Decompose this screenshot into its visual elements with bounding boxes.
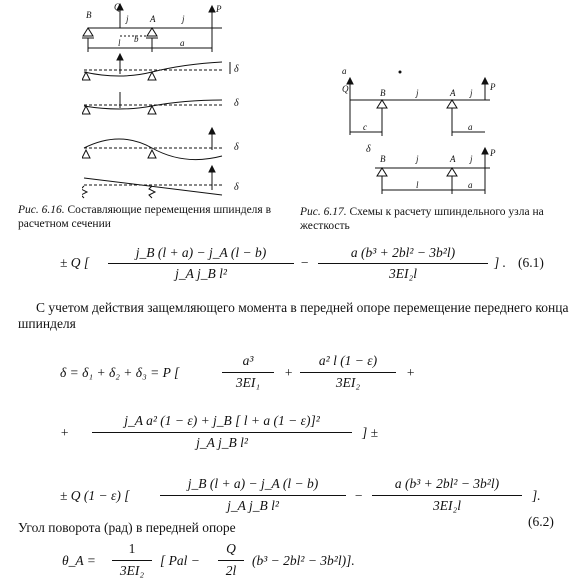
fig617-label-B2: B — [380, 154, 386, 164]
fig617-label-j2b: j — [416, 154, 419, 164]
fig617-label-Q: Q — [342, 84, 349, 94]
deflection-d1q-row — [82, 54, 230, 80]
eq62-line3-lead: ± Q (1 − ε) [ — [60, 488, 130, 503]
fig617-label-a: a — [468, 122, 473, 132]
fig616-label-B: B — [86, 10, 92, 20]
deflection-d1p-row — [82, 128, 222, 160]
fig617-label-c: c — [363, 122, 367, 132]
fig617-label-j1: j — [470, 88, 473, 98]
fig616-label-j2: j — [126, 14, 129, 24]
fig617-label-j2: j — [416, 88, 419, 98]
eq63-f-num: 1 — [128, 541, 136, 556]
fig617-label-a-top: a — [342, 66, 347, 76]
fig616-label-j1: j — [182, 14, 185, 24]
fig616-label-d1q: δ — [234, 64, 239, 75]
eq62-t2-bar — [300, 372, 396, 373]
fig616-label-a: a — [180, 38, 185, 48]
figure-6-17-caption — [300, 205, 550, 233]
scheme-b-row — [375, 148, 490, 194]
figure-6-17-diagram — [330, 60, 510, 200]
beam-scheme-row — [82, 4, 222, 52]
deflection-d2p-row — [82, 166, 222, 198]
fig617-label-a2: a — [468, 180, 473, 190]
eq63-q-den: 2l — [225, 563, 237, 578]
eq61-minus: − — [300, 255, 310, 270]
figure-6-16-number: Рис. 6.16. — [18, 204, 65, 216]
fig617-label-A2: A — [450, 154, 456, 164]
fig617-label-P: P — [490, 82, 496, 92]
fig616-label-d2p: δ — [234, 182, 239, 193]
angle-heading: Угол поворота (рад) в передней опоре — [18, 520, 236, 535]
eq62-t3-bar — [92, 432, 352, 433]
eq61-den2: 3EI₂l — [389, 266, 417, 281]
paragraph-text: С учетом действия защемляющего момента в передней опоре перемещение переднего конца шпинделя — [18, 300, 569, 331]
figure-6-16-text: Составляющие перемещения шпинделя в расчетном сечении — [18, 204, 272, 230]
fig616-label-b: b — [134, 34, 139, 44]
eq62-t1-bar — [222, 372, 274, 373]
fig616-label-P: P — [216, 4, 222, 14]
eq62-line2-lead: + — [60, 425, 70, 440]
eq61-lead: ± Q [ — [60, 255, 90, 270]
fig617-label-j1b: j — [470, 154, 473, 164]
fig616-label-l: l — [118, 38, 121, 48]
figure-6-17-number: Рис. 6.17. — [300, 206, 347, 218]
fig617-label-delta: δ — [366, 144, 371, 155]
eq62-t4-den: j_A j_B l² — [227, 498, 279, 513]
eq63-tail: (b³ − 2bl² − 3b²l)]. — [252, 553, 355, 568]
figure-6-16-caption — [18, 203, 288, 231]
fig616-label-A: A — [150, 14, 156, 24]
eq63-f-den: 3EI₂ — [119, 563, 145, 578]
eq62-close: ]. — [532, 488, 541, 503]
eq62-t4-num: j_B (l + a) − j_A (l − b) — [187, 476, 319, 491]
eq62-t2-num: a² l (1 − ε) — [318, 353, 378, 368]
figure-6-16-diagram — [82, 0, 262, 200]
eq62-t5-num: a (b³ + 2bl² − 3b²l) — [394, 476, 500, 491]
eq62-plus2: + — [406, 365, 416, 380]
deflection-d2q-row — [82, 92, 222, 114]
eq62-t3-num: j_A a² (1 − ε) + j_B [ l + a (1 − ε)]² — [124, 413, 320, 428]
eq61-den1: j_A j_B l² — [175, 266, 227, 281]
eq63-mid: [ Pal − — [160, 553, 200, 568]
fig616-label-d1p: δ — [234, 142, 239, 153]
eq61-number: (6.1) — [518, 255, 544, 270]
eq61-fraction-bar-1 — [108, 263, 294, 264]
eq63-q-num: Q — [226, 541, 236, 556]
eq62-t4-bar — [160, 495, 346, 496]
eq63-lhs: θ_A = — [62, 553, 96, 568]
fig617-label-l: l — [416, 180, 419, 190]
eq62-t3-den: j_A j_B l² — [196, 435, 248, 450]
eq62-t1-den: 3EI₁ — [235, 375, 261, 390]
eq62-t5-bar — [372, 495, 522, 496]
eq61-num2: a (b³ + 2bl² − 3b²l) — [350, 245, 456, 260]
eq62-number: (6.2) — [528, 514, 554, 529]
eq61-num1: j_B (l + a) − j_A (l − b) — [135, 245, 267, 260]
fig617-label-A: A — [450, 88, 456, 98]
eq63-f-bar — [112, 560, 152, 561]
eq62-t2-den: 3EI₂ — [335, 375, 361, 390]
figure-6-17-text: Схемы к расчету шпиндельного узла на жесткость — [300, 206, 544, 232]
eq62-t3-close: ] ± — [362, 425, 379, 440]
eq63-q-bar — [218, 560, 244, 561]
eq62-minus: − — [354, 488, 364, 503]
fig617-label-B: B — [380, 88, 386, 98]
fig616-label-d2q: δ — [234, 98, 239, 109]
fig616-label-Q: Q — [114, 2, 121, 12]
eq62-t5-den: 3EI₂l — [433, 498, 461, 513]
eq62-t1-num: a³ — [242, 353, 254, 368]
eq62-plus1: + — [284, 365, 294, 380]
eq61-fraction-bar-2 — [318, 263, 488, 264]
eq62-line1-lead: δ = δ₁ + δ₂ + δ₃ = P [ — [60, 365, 180, 380]
fig617-label-P2: P — [490, 148, 496, 158]
eq61-close: ] . — [494, 255, 507, 270]
